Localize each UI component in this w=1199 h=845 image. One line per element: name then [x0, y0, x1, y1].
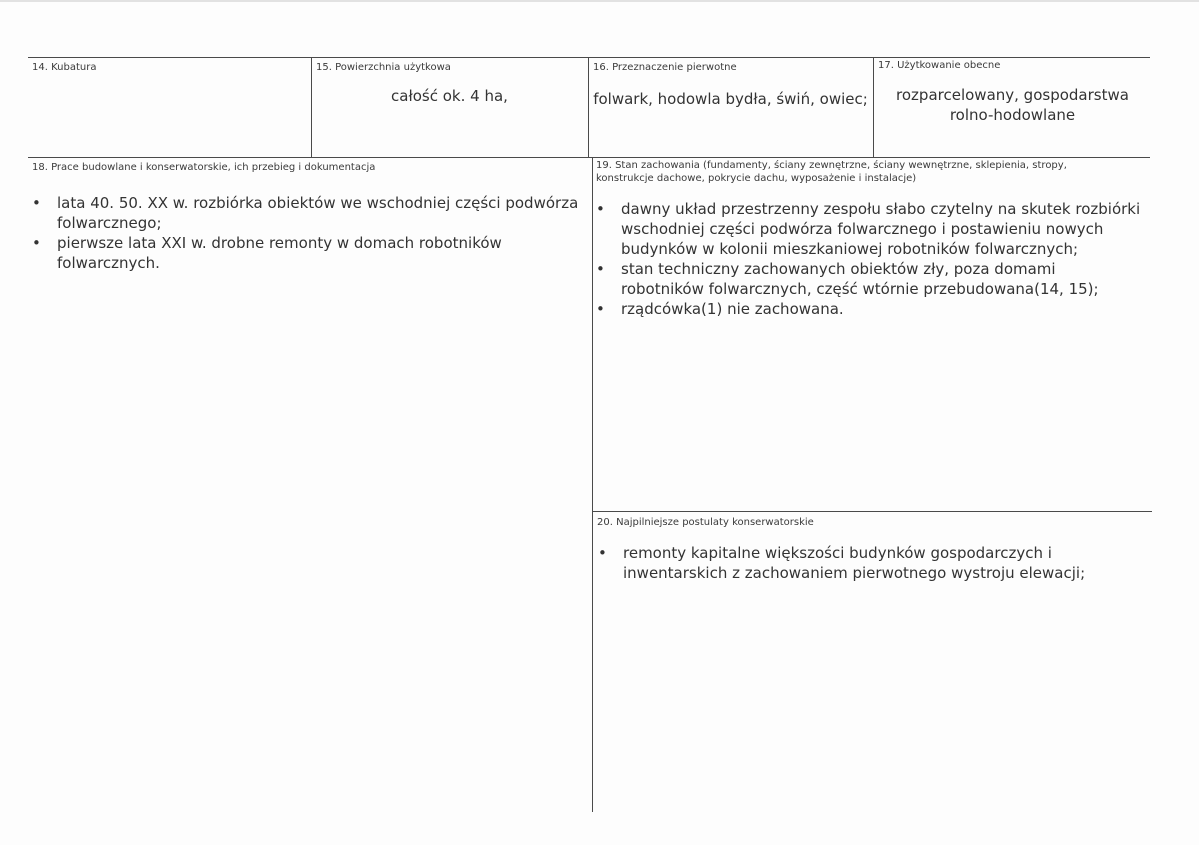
divider-section-20	[592, 511, 1152, 512]
list-item	[594, 299, 1142, 319]
field-20-list	[596, 543, 1144, 583]
field-19-list	[594, 199, 1142, 319]
field-16-value: folwark, hodowla bydła, świń, owiec;	[593, 90, 868, 108]
field-18-list	[30, 193, 585, 273]
field-17-label: 17. Użytkowanie obecne	[878, 60, 1001, 71]
list-item-text: dawny układ przestrzenny zespołu słabo czytelny na skutek rozbiórki wschodniej części podwórza folwarcznego i postawieniu nowych budynków w kolonii mieszkaniowej robotników folwarcznych;	[621, 200, 1141, 258]
bullet-icon: •	[596, 300, 605, 318]
list-item-text: remonty kapitalne większości budynków gospodarczych i inwentarskich z zachowaniem pierwotnego wystroju elewacji;	[623, 544, 1086, 582]
field-14-label: 14. Kubatura	[32, 62, 97, 73]
list-item	[30, 193, 585, 233]
list-item-text: lata 40. 50. XX w. rozbiórka obiektów we wschodniej części podwórza folwarcznego;	[57, 194, 579, 232]
list-item	[596, 543, 1144, 583]
field-18-label: 18. Prace budowlane i konserwatorskie, ich przebieg i dokumentacja	[32, 162, 376, 173]
field-19-label: 19. Stan zachowania (fundamenty, ściany zewnętrzne, ściany wewnętrzne, sklepienia, stropy, konstrukcje dachowe, pokrycie dachu, wyposażenie i instalacje)	[596, 160, 1067, 184]
field-20-label: 20. Najpilniejsze postulaty konserwatorskie	[597, 517, 814, 528]
list-item	[30, 233, 585, 273]
bullet-icon: •	[598, 544, 607, 562]
field-15-value: całość ok. 4 ha,	[391, 87, 508, 105]
field-17-value: rozparcelowany, gospodarstwa rolno-hodowlane	[896, 86, 1129, 124]
divider-col-17	[873, 57, 874, 157]
list-item-text: rządcówka(1) nie zachowana.	[621, 300, 844, 318]
divider-top-row	[28, 57, 1150, 58]
bullet-icon: •	[32, 234, 41, 252]
field-16-label: 16. Przeznaczenie pierwotne	[593, 62, 737, 73]
divider-col-main	[592, 157, 593, 812]
bullet-icon: •	[596, 260, 605, 278]
scan-edge	[0, 0, 1199, 2]
field-15-label: 15. Powierzchnia użytkowa	[316, 62, 451, 73]
divider-row-2	[28, 157, 1150, 158]
list-item-text: pierwsze lata XXI w. drobne remonty w domach robotników folwarcznych.	[57, 234, 502, 272]
list-item	[594, 199, 1142, 259]
list-item	[594, 259, 1142, 299]
list-item-text: stan techniczny zachowanych obiektów zły, poza domami robotników folwarcznych, część wtórnie przebudowana(14, 15);	[621, 260, 1099, 298]
bullet-icon: •	[32, 194, 41, 212]
divider-col-15	[311, 57, 312, 157]
bullet-icon: •	[596, 200, 605, 218]
